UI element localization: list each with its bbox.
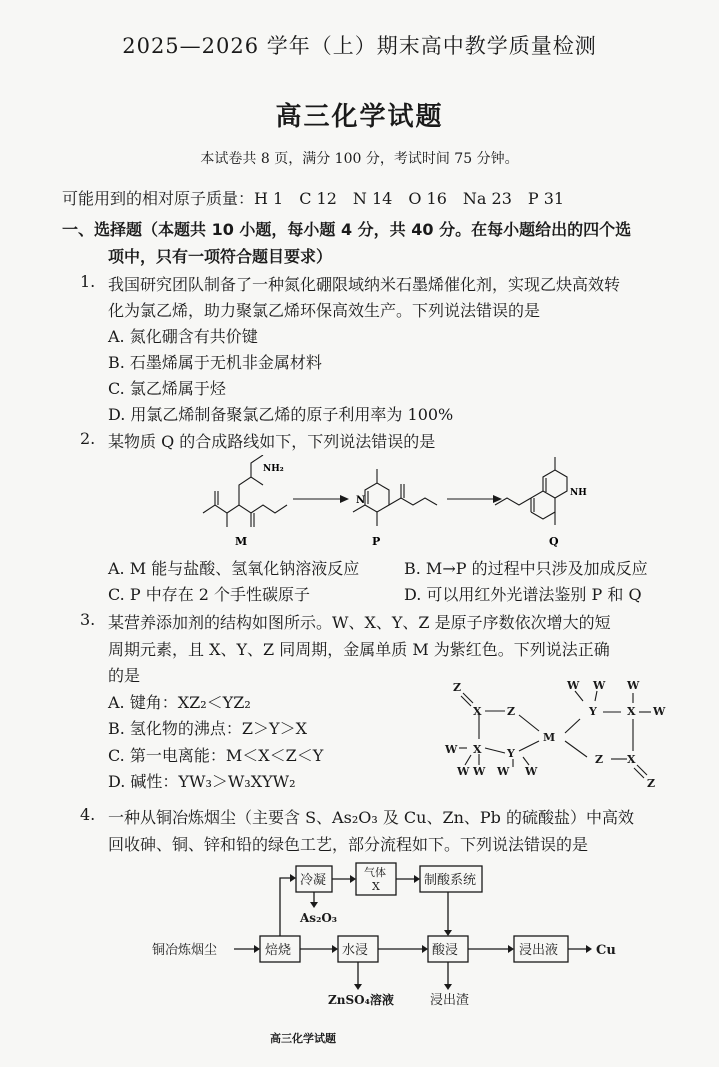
q2-label-q: Q <box>549 535 559 548</box>
q3-atom-w: W <box>593 679 606 692</box>
q3-atom-y: Y <box>507 747 515 760</box>
exam-note: 本试卷共 8 页，满分 100 分，考试时间 75 分钟。 <box>200 151 519 167</box>
q4-gas-box-line2: X <box>372 880 380 893</box>
q1-number: 1. <box>80 272 96 291</box>
q2-option-a: A. M 能与盐酸、氢氧化钠溶液反应 <box>108 559 360 578</box>
q3-atom-m: M <box>543 731 556 744</box>
q3-atom-w: W <box>457 765 470 778</box>
q3-atom-x: X <box>627 753 636 766</box>
q1-option-a: A. 氮化硼含有共价键 <box>108 327 258 346</box>
q1-stem-line1: 我国研究团队制备了一种氮化硼限域纳米石墨烯催化剂，实现乙炔高效转 <box>108 275 621 294</box>
q2-number: 2. <box>80 429 96 448</box>
q4-znso4-label: ZnSO₄溶液 <box>328 993 394 1007</box>
q3-atom-z: Z <box>453 681 462 694</box>
q4-cu-label: Cu <box>596 943 616 958</box>
q3-option-d: D. 碱性：YW₃＞W₃XYW₂ <box>108 772 296 791</box>
q4-source-label: 铜冶炼烟尘 <box>152 943 218 958</box>
q4-water-leach-box: 水浸 <box>342 943 369 958</box>
exam-header: 2025—2026 学年（上）期末高中教学质量检测 <box>122 34 597 58</box>
q4-acid-system-box: 制酸系统 <box>424 873 477 888</box>
q4-condense-box: 冷凝 <box>300 873 327 888</box>
q3-atom-w: W <box>473 765 486 778</box>
q4-as2o3-label: As₂O₃ <box>300 911 338 925</box>
page-title: 高三化学试题 <box>275 102 444 132</box>
q4-roast-box: 焙烧 <box>265 943 292 958</box>
q3-atom-y: Y <box>589 705 597 718</box>
q2-nh-label: NH <box>570 488 587 498</box>
q4-number: 4. <box>80 805 96 824</box>
q3-atom-x: X <box>473 743 482 756</box>
q3-option-b: B. 氢化物的沸点：Z＞Y＞X <box>108 719 308 738</box>
q1-stem-line2: 化为氯乙烯，助力聚氯乙烯环保高效生产。下列说法错误的是 <box>108 301 541 320</box>
q3-stem-line1: 某营养添加剂的结构如图所示。W、X、Y、Z 是原子序数依次增大的短 <box>108 613 611 632</box>
q2-synthesis-route <box>195 455 595 550</box>
q3-option-a: A. 键角：XZ₂＜YZ₂ <box>108 693 251 712</box>
q3-atom-w: W <box>497 765 510 778</box>
q1-option-b: B. 石墨烯属于无机非金属材料 <box>108 353 322 372</box>
q2-nh2-label: NH₂ <box>263 464 284 474</box>
q3-stem-line3: 的是 <box>108 666 141 685</box>
q4-residue-label: 浸出渣 <box>430 993 470 1008</box>
page-footer: 高三化学试题 <box>270 1032 336 1045</box>
q3-atom-w: W <box>653 705 666 718</box>
q3-option-c: C. 第一电离能：M＜X＜Z＜Y <box>108 746 324 765</box>
q4-leachate-box: 浸出液 <box>519 943 559 958</box>
q3-atom-z: Z <box>507 705 516 718</box>
q1-option-c: C. 氯乙烯属于烃 <box>108 379 226 398</box>
q2-label-p: P <box>372 535 381 548</box>
q2-n-label: N <box>356 495 366 506</box>
q4-stem-line1: 一种从铜冶炼烟尘（主要含 S、As₂O₃ 及 Cu、Zn、Pb 的硫酸盐）中高效 <box>108 808 634 827</box>
q4-stem-line2: 回收砷、铜、锌和铅的绿色工艺，部分流程如下。下列说法错误的是 <box>108 835 589 854</box>
q3-atom-w: W <box>445 743 458 756</box>
q3-atom-w: W <box>627 679 640 692</box>
section1-heading-line2: 项中，只有一项符合题目要求） <box>108 247 333 266</box>
q3-atom-z: Z <box>595 753 604 766</box>
q3-atom-x: X <box>627 705 636 718</box>
q2-option-c: C. P 中存在 2 个手性碳原子 <box>108 585 311 604</box>
q3-atom-x: X <box>473 705 482 718</box>
q2-option-b: B. M→P 的过程中只涉及加成反应 <box>404 559 648 578</box>
q4-gas-box-line1: 气体 <box>364 866 386 879</box>
q1-option-d: D. 用氯乙烯制备聚氯乙烯的原子利用率为 100% <box>108 405 454 424</box>
q4-process-flow <box>150 858 630 1018</box>
q3-stem-line2: 周期元素，且 X、Y、Z 同周期，金属单质 M 为紫红色。下列说法正确 <box>108 640 610 659</box>
q2-option-d: D. 可以用红外光谱法鉴别 P 和 Q <box>404 585 642 604</box>
section1-heading-line1: 一、选择题（本题共 10 小题，每小题 4 分，共 40 分。在每小题给出的四个选 <box>62 220 632 239</box>
q3-atom-z: Z <box>647 777 656 790</box>
q2-label-m: M <box>235 535 248 548</box>
q4-acid-leach-box: 酸浸 <box>432 943 459 958</box>
atomic-masses: 可能用到的相对原子质量：H 1 C 12 N 14 O 16 Na 23 P 31 <box>62 189 565 208</box>
q3-structure-diagram <box>435 675 675 793</box>
q3-atom-w: W <box>567 679 580 692</box>
q2-stem: 某物质 Q 的合成路线如下，下列说法错误的是 <box>108 432 436 451</box>
q3-number: 3. <box>80 610 96 629</box>
q3-atom-w: W <box>525 765 538 778</box>
